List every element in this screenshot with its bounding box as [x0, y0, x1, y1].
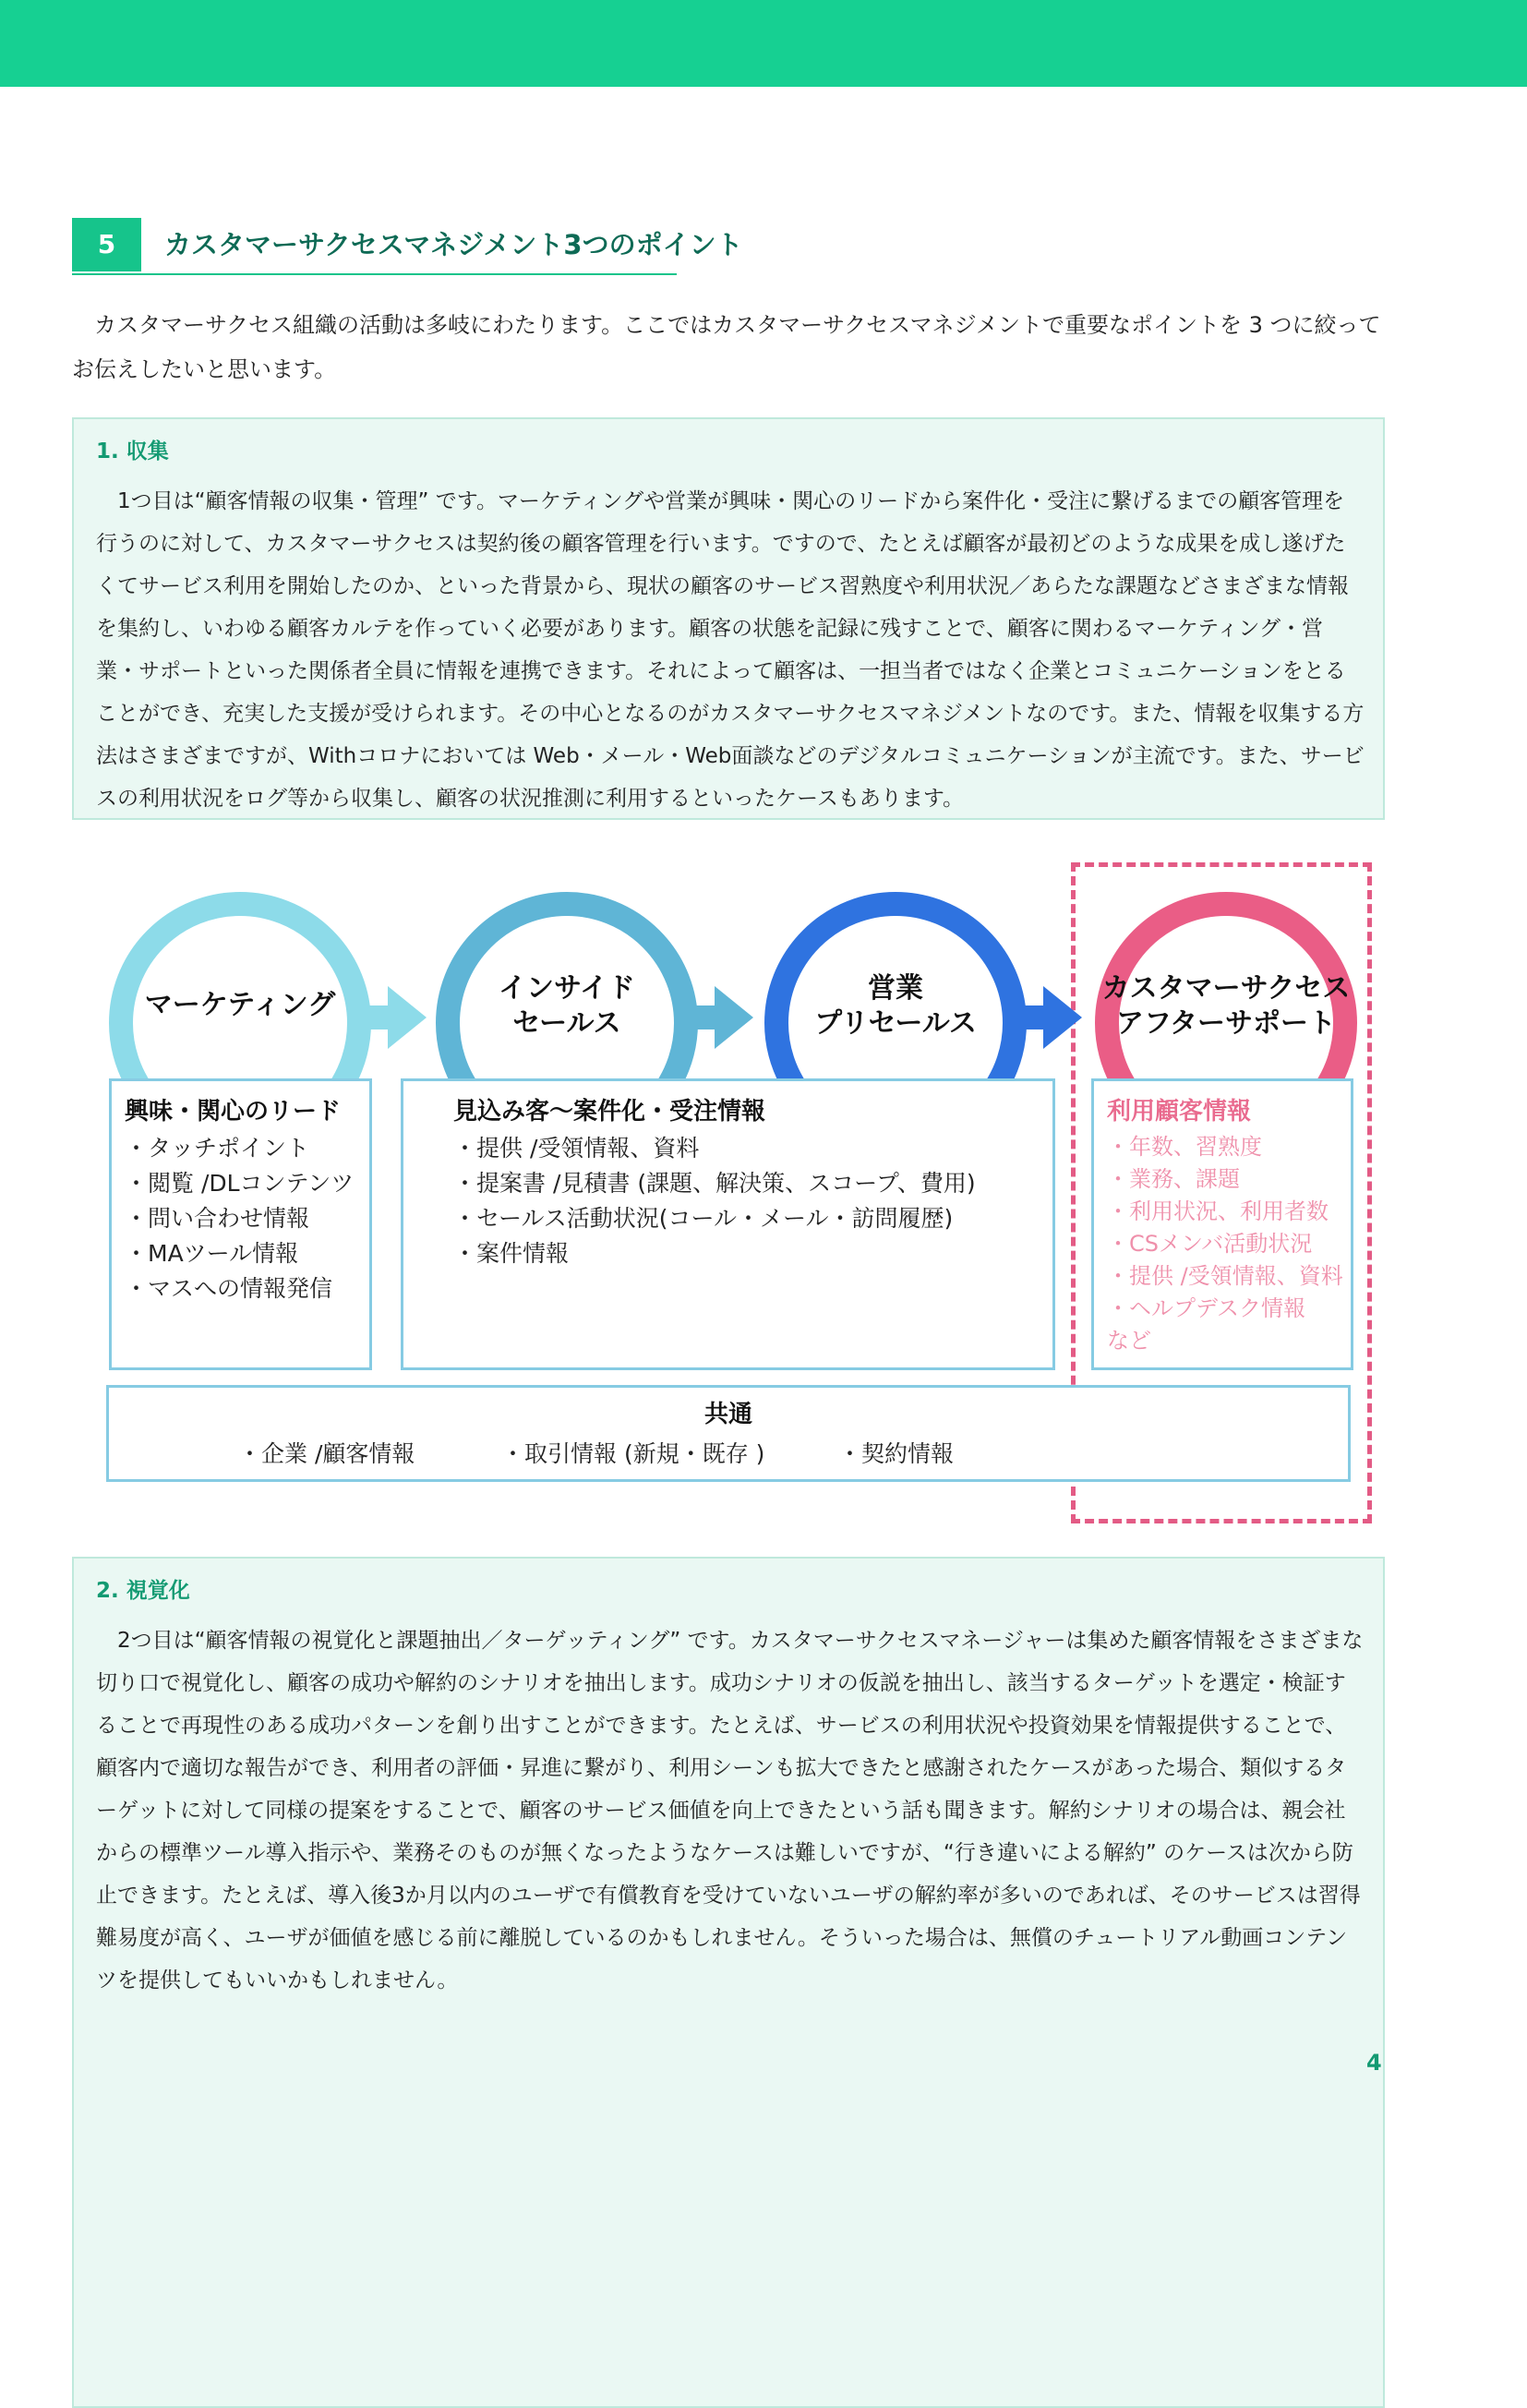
arrow-right-icon: [388, 986, 427, 1049]
customer-info-title: 利用顧客情報: [1107, 1098, 1252, 1126]
section-heading: [72, 218, 743, 275]
list-item: ・セールス活動状況(コール・メール・訪問履歴): [453, 1205, 954, 1232]
list-item: ・提供 /受領情報、資料: [1107, 1263, 1343, 1289]
lead-info-box: [109, 1078, 372, 1370]
ring-label-customer-success: カスタマーサクセス アフターサポート: [1101, 972, 1351, 1040]
common-info-box: [106, 1385, 1351, 1482]
lead-info-title: 興味・関心のリード: [125, 1098, 342, 1126]
list-item: ・提供 /受領情報、資料: [453, 1135, 700, 1162]
intro-paragraph: カスタマーサクセス組織の活動は多岐にわたります。ここではカスタマーサクセスマネジメントで重要なポイントを 3 つに絞ってお伝えしたいと思います。: [72, 312, 1381, 382]
point2-box: [72, 1557, 1385, 2408]
customer-info-list: [1107, 1131, 1343, 1357]
section-title: カスタマーサクセスマネジメント3つのポイント: [164, 229, 743, 260]
point2-body: 2つ目は“顧客情報の視覚化と課題抽出／ターゲッティング” です。カスタマーサクセスマネージャーは集めた顧客情報をさまざまな切り口で視覚化し、顧客の成功や解約のシナリオを抽出します。成功シナリオの仮説を抽出し、該当するターゲットを選定・検証することで再現性のある成功パターンを創り出すことができます。たとえば、サービスの利用状況や投資効果を情報提供することで、顧客内で適切な報告ができ、利用者の評価・昇進に繋がり、利用シーンも拡大できたと感謝されたケースがあった場合、類似するターゲットに対して同様の提案をすることで、顧客のサービス価値を向上できたという話も聞きます。解約シナリオの場合は、親会社からの標準ツール導入指示や、業務そのものが無くなったようなケースは難しいですが、“行き違いによる解約” のケースは次から防止できます。たとえば、導入後3か月以内のユーザで有償教育を受けていないユーザの解約率が多いのであれば、そのサービスは習得難易度が高く、ユーザが価値を感じる前に離脱しているのかもしれません。そういった場合は、無償のチュートリアル動画コンテンツを提供してもいいかもしれません。: [96, 1629, 1364, 1993]
list-item: ・利用状況、利用者数: [1107, 1198, 1329, 1224]
point2-title: 2. 視覚化: [96, 1579, 190, 1603]
point1-box: [72, 417, 1385, 820]
list-item: ・マスへの情報発信: [125, 1275, 333, 1302]
list-item: ・MAツール情報: [125, 1240, 299, 1267]
ring-label-sales: 営業 プリセールス: [814, 972, 977, 1040]
list-item: ・業務、課題: [1107, 1166, 1240, 1192]
common-item: ・契約情報: [838, 1440, 955, 1467]
prospect-info-title: 見込み客～案件化・受注情報: [453, 1098, 766, 1126]
header-band: [0, 0, 1527, 87]
list-item: ・問い合わせ情報: [125, 1205, 310, 1232]
list-item: など: [1107, 1328, 1151, 1354]
section-number: 5: [72, 218, 141, 271]
list-item: ・CSメンバ活動状況: [1107, 1231, 1313, 1257]
list-item: ・案件情報: [453, 1240, 570, 1267]
list-item: ・ヘルプデスク情報: [1107, 1295, 1306, 1321]
page-number: 4: [1366, 2050, 1382, 2076]
ring-label-marketing: マーケティング: [144, 989, 336, 1021]
common-item: ・企業 /顧客情報: [238, 1440, 415, 1467]
list-item: ・閲覧 /DLコンテンツ: [125, 1170, 355, 1197]
prospect-info-list: [453, 1131, 976, 1271]
common-item: ・取引情報 (新規・既存 ): [501, 1440, 765, 1467]
list-item: ・年数、習熟度: [1107, 1134, 1262, 1160]
point1-title: 1. 収集: [96, 439, 169, 464]
arrow-right-icon: [1043, 986, 1082, 1049]
list-item: ・タッチポイント: [125, 1135, 310, 1162]
arrow-right-icon: [715, 986, 753, 1049]
ring-label-inside-sales: インサイド セールス: [499, 972, 635, 1040]
point1-body: 1つ目は“顧客情報の収集・管理” です。マーケティングや営業が興味・関心のリードから案件化・受注に繋げるまでの顧客管理を行うのに対して、カスタマーサクセスは契約後の顧客管理を行います。ですので、たとえば顧客が最初どのような成果を成し遂げたくてサービス利用を開始したのか、といった背景から、現状の顧客のサービス習熟度や利用状況／あらたな課題などさまざまな情報を集約し、いわゆる顧客カルテを作っていく必要があります。顧客の状態を記録に残すことで、顧客に関わるマーケティング・営業・サポートといった関係者全員に情報を連携できます。それによって顧客は、一担当者ではなく企業とコミュニケーションをとることができ、充実した支援が受けられます。その中心となるのがカスタマーサクセスマネジメントなのです。また、情報を収集する方法はさまざまですが、Withコロナにおいては Web・メール・Web面談などのデジタルコミュニケーションが主流です。また、サービスの利用状況をログ等から収集し、顧客の状況推測に利用するといったケースもあります。: [96, 489, 1365, 811]
lead-info-list: [125, 1131, 354, 1306]
prospect-info-box: [401, 1078, 1055, 1370]
list-item: ・提案書 /見積書 (課題、解決策、スコープ、費用): [453, 1170, 976, 1197]
common-info-title: 共通: [703, 1401, 752, 1428]
customer-info-box: [1091, 1078, 1353, 1370]
